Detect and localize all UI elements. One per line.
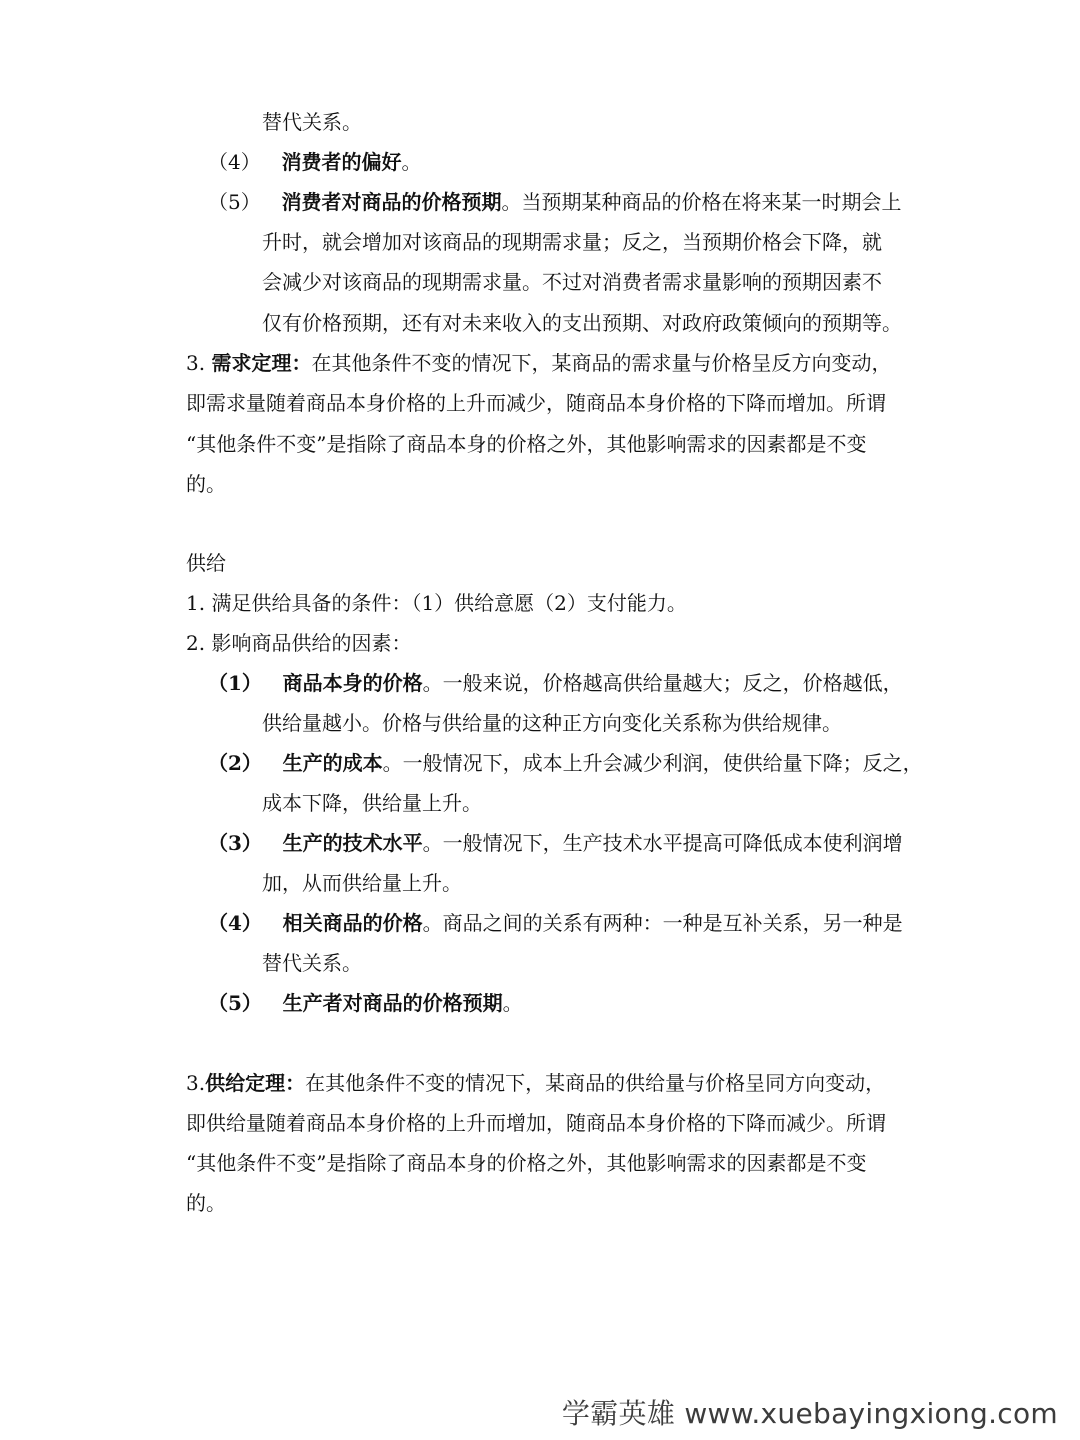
- supply-item1-line1: [208, 671, 903, 695]
- item-bold-term: 商品本身的价格: [282, 671, 423, 695]
- supply-law-line2: 即供给量随着商品本身价格的上升而增加，随商品本身价格的下降而减少。所谓: [186, 1111, 886, 1135]
- item-number: （2）: [208, 751, 262, 775]
- item-rest: 。商品之间的关系有两种：一种是互补关系，另一种是: [422, 911, 903, 935]
- demand-item5-line4: 仅有价格预期，还有对未来收入的支出预期、对政府政策倾向的预期等。: [262, 311, 902, 335]
- law-title: 需求定理：: [211, 351, 312, 375]
- demand-item4: [208, 150, 421, 174]
- item-number: （4）: [208, 911, 262, 935]
- item-bold-term: 生产的成本: [282, 751, 383, 775]
- supply-item2-line1: [208, 751, 923, 775]
- supply-item4-line2: 替代关系。: [262, 951, 362, 975]
- supply-conditions: 1. 满足供给具备的条件：（1）供给意愿（2）支付能力。: [186, 591, 687, 615]
- site-watermark: 学霸英雄 www.xuebayingxiong.com: [561, 1397, 1058, 1430]
- demand-law-line1: [186, 351, 891, 375]
- supply-factors-title: 2. 影响商品供给的因素：: [186, 631, 412, 655]
- item-bold-term: 消费者的偏好: [281, 150, 402, 174]
- supply-item2-line2: 成本下降，供给量上升。: [262, 791, 482, 815]
- item-rest: 。: [401, 150, 422, 174]
- law-prefix: 3.: [186, 1071, 206, 1095]
- demand-item5-line1: [208, 190, 901, 214]
- item-rest: 。一般来说，价格越高供给量越大；反之，价格越低，: [422, 671, 903, 695]
- demand-law-line3: “其他条件不变”是指除了商品本身的价格之外，其他影响需求的因素都是不变: [186, 432, 867, 456]
- law-text: 在其他条件不变的情况下，某商品的需求量与价格呈反方向变动，: [311, 351, 892, 375]
- supply-item5-line1: [208, 991, 523, 1015]
- item-number: （5）: [208, 991, 262, 1015]
- law-text: 在其他条件不变的情况下，某商品的供给量与价格呈同方向变动，: [305, 1071, 886, 1095]
- item-bold-term: 生产者对商品的价格预期: [282, 991, 503, 1015]
- demand-item5-line2: 升时，就会增加对该商品的现期需求量；反之，当预期价格会下降，就: [262, 230, 882, 254]
- item-number: （3）: [208, 831, 262, 855]
- demand-law-line4: 的。: [186, 472, 226, 496]
- supply-item3-line1: [208, 831, 903, 855]
- supply-item1-line2: 供给量越小。价格与供给量的这种正方向变化关系称为供给规律。: [262, 711, 842, 735]
- item-rest: 。当预期某种商品的价格在将来某一时期会上: [501, 190, 902, 214]
- supply-heading: 供给: [186, 551, 226, 575]
- supply-law-line3: “其他条件不变”是指除了商品本身的价格之外，其他影响需求的因素都是不变: [186, 1151, 867, 1175]
- law-title: 供给定理：: [205, 1071, 306, 1095]
- supply-law-line1: [186, 1071, 885, 1095]
- law-prefix: 3.: [186, 351, 212, 375]
- item-bold-term: 消费者对商品的价格预期: [281, 190, 502, 214]
- item-rest: 。一般情况下，成本上升会减少利润，使供给量下降；反之，: [382, 751, 923, 775]
- item-bold-term: 相关商品的价格: [282, 911, 423, 935]
- demand-item5-line3: 会减少对该商品的现期需求量。不过对消费者需求量影响的预期因素不: [262, 270, 882, 294]
- supply-item3-line2: 加，从而供给量上升。: [262, 871, 462, 895]
- item-rest: 。一般情况下，生产技术水平提高可降低成本使利润增: [422, 831, 903, 855]
- item-number: （4）: [208, 150, 261, 174]
- item-number: （5）: [208, 190, 261, 214]
- item-rest: 。: [502, 991, 523, 1015]
- demand-item3-tail: 替代关系。: [262, 110, 362, 134]
- supply-item4-line1: [208, 911, 903, 935]
- item-number: （1）: [208, 671, 262, 695]
- demand-law-line2: 即需求量随着商品本身价格的上升而减少，随商品本身价格的下降而增加。所谓: [186, 391, 886, 415]
- item-bold-term: 生产的技术水平: [282, 831, 423, 855]
- supply-law-line4: 的。: [186, 1191, 226, 1215]
